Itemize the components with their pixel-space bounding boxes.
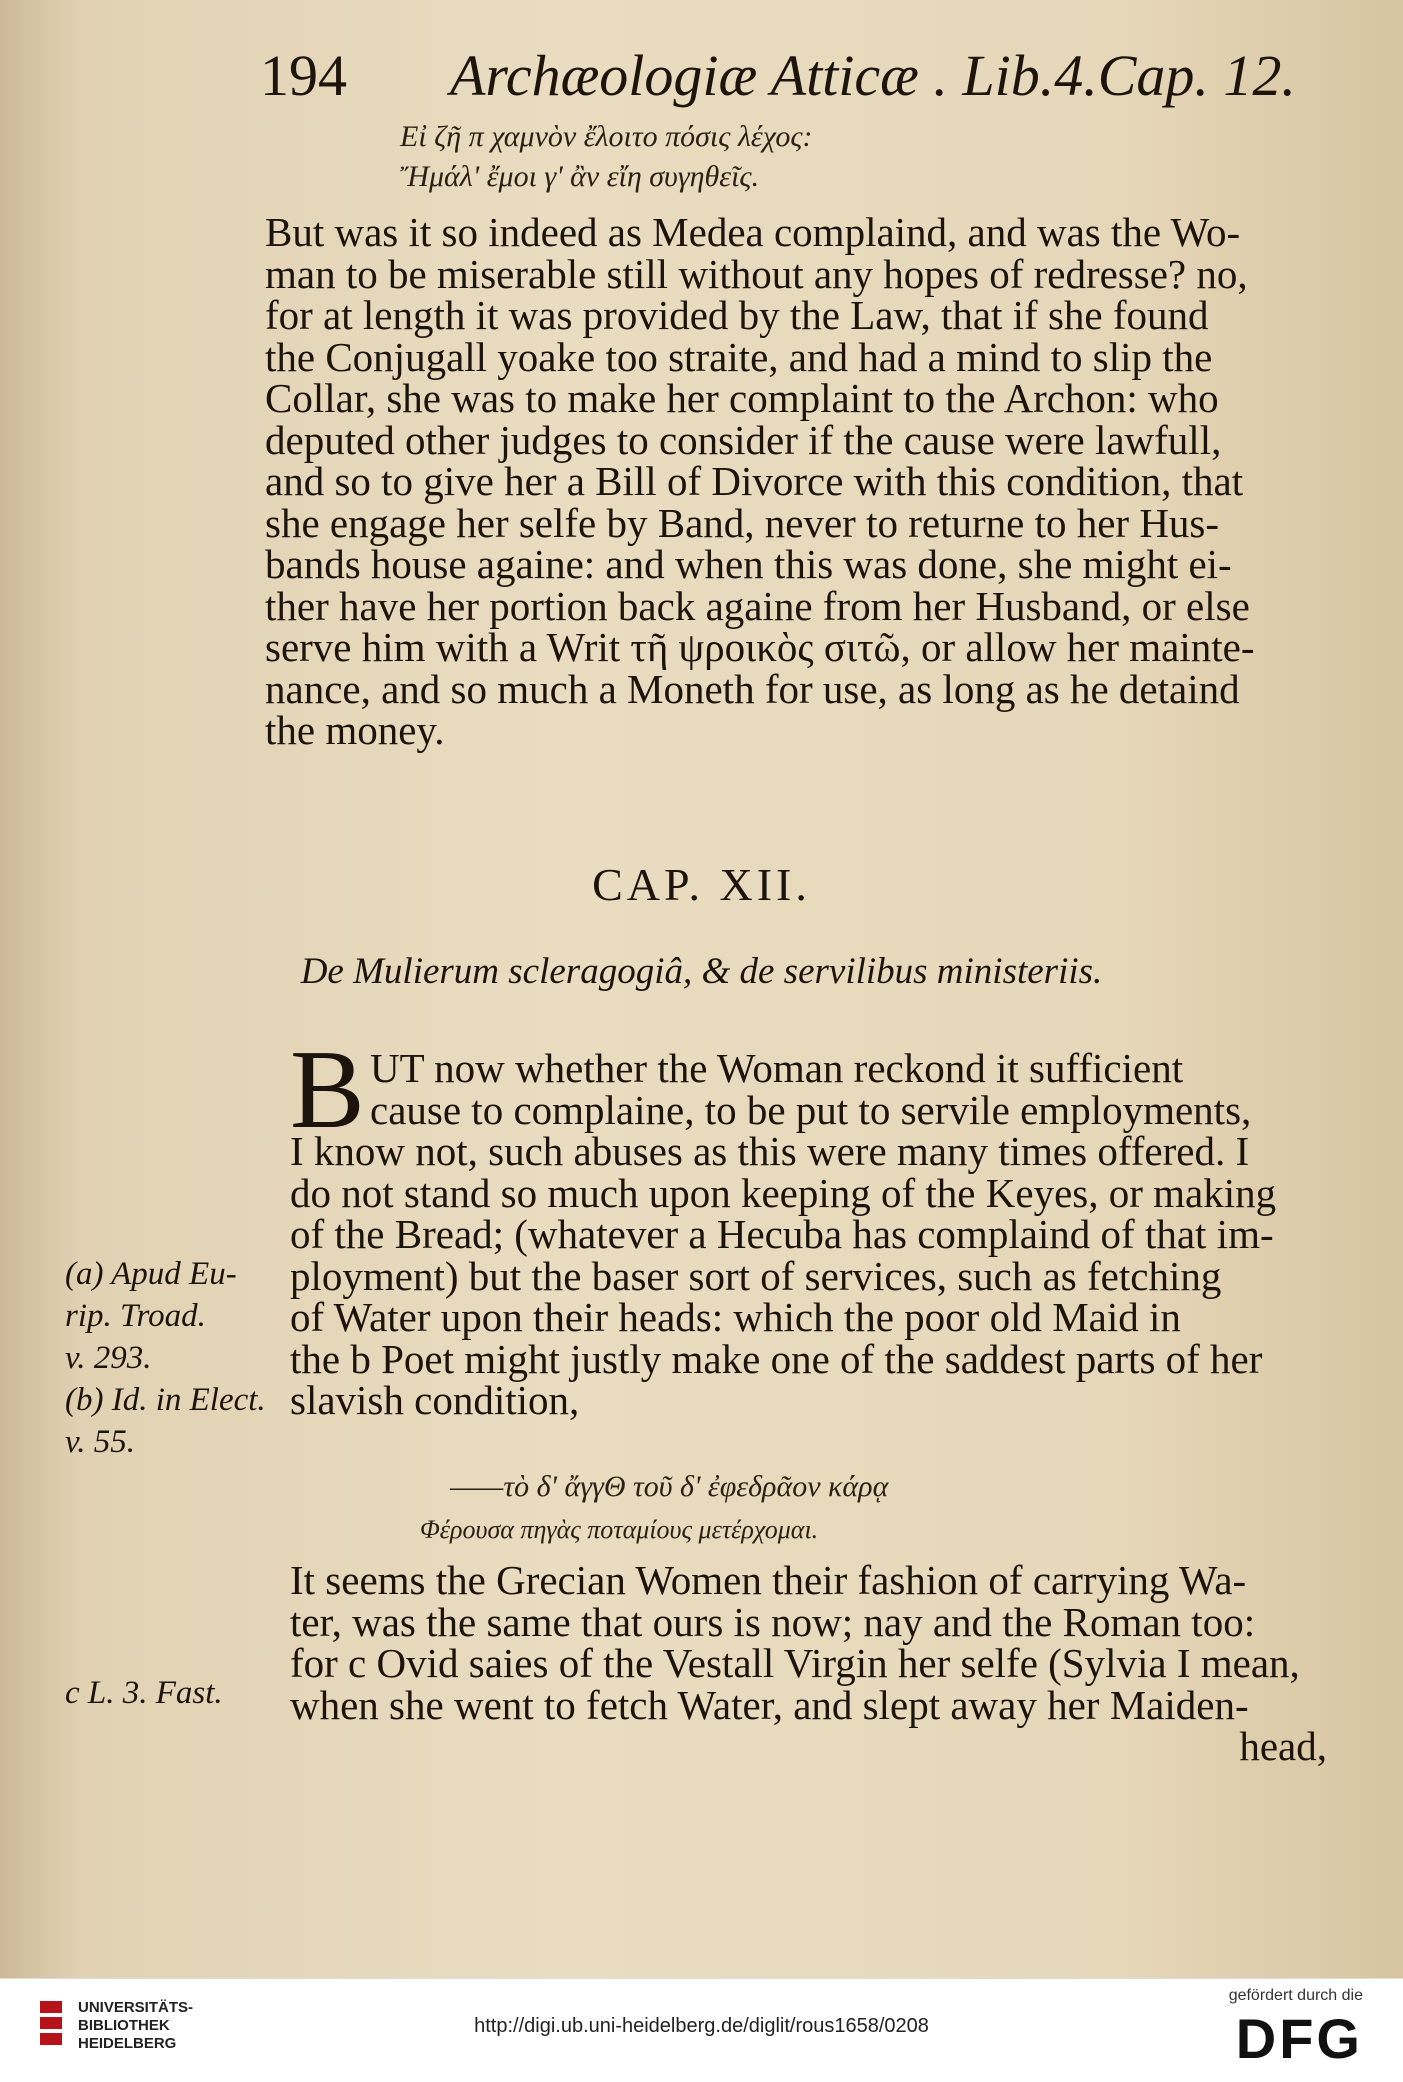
text-line: the Conjugall yoake too straite, and had a mind to slip the <box>265 333 1213 380</box>
text-line: head, <box>1239 1723 1327 1769</box>
text-line: ployment) but the baser sort of services, such as fetching <box>290 1252 1222 1299</box>
text-line: the money. <box>265 707 445 753</box>
chapter-subtitle: De Mulierum scleragogiâ, & de servilibus ministeriis. <box>300 951 1103 992</box>
running-header <box>260 42 1320 112</box>
paragraph-servile <box>290 1128 1327 1423</box>
paragraph-water <box>290 1557 1327 1769</box>
library-name-line: UNIVERSITÄTS- <box>78 1999 194 2016</box>
text-line: It seems the Grecian Women their fashion of carrying Wa- <box>290 1557 1247 1603</box>
text-line: cause to complaine, to be put to servile employments, <box>370 1086 1252 1133</box>
margin-note-a <box>65 1253 237 1379</box>
text-line: for c Ovid saies of the Vestall Virgin her selfe (Sylvia I mean, <box>290 1640 1300 1686</box>
running-title: Archæologiæ Atticæ . Lib.4.Cap. 12. <box>450 43 1296 108</box>
text-line: when she went to fetch Water, and slept away her Maiden- <box>290 1681 1249 1728</box>
text-line: slavish condition, <box>290 1377 580 1423</box>
text-line: of Water upon their heads: which the poor old Maid in <box>290 1294 1181 1340</box>
viewer-footer <box>0 1978 1403 2082</box>
margin-note-line: c L. 3. Fast. <box>65 1675 223 1711</box>
drop-cap: B <box>290 1028 365 1152</box>
text-line: of the Bread; (whatever a Hecuba has complaind of that im- <box>290 1211 1274 1257</box>
text-line: she engage her selfe by Band, never to returne to her Hus- <box>265 499 1220 546</box>
page-number: 194 <box>260 43 347 108</box>
chapter-title: CAP. XII. <box>592 859 811 910</box>
text-line: UT now whether the Woman reckond it sufficient <box>370 1045 1184 1091</box>
paragraph-servile-dropcap <box>370 1045 1327 1133</box>
margin-note-line: rip. Troad. <box>65 1298 206 1334</box>
text-line: But was it so indeed as Medea complaind, and was the Wo- <box>265 209 1241 255</box>
permalink-url[interactable]: http://digi.ub.uni-heidelberg.de/diglit/rous1658/0208 <box>474 2015 929 2037</box>
margin-note-line: (a) Apud Eu- <box>65 1256 237 1292</box>
greek-quote-line: ——τὸ δ' ἄγγΘ τοῦ δ' ἐφεδρᾶον κάρᾳ <box>450 1470 889 1503</box>
greek-quote-line: Ἤμάλ' ἔμοι γ' ἂν εἴη συγηθεῖς. <box>400 160 760 193</box>
library-name-line: HEIDELBERG <box>78 2035 177 2052</box>
text-line: for at length it was provided by the Law, that if she found <box>265 292 1209 338</box>
sponsor-label: gefördert durch die <box>1228 1987 1363 2004</box>
margin-note-line: v. 293. <box>65 1340 152 1376</box>
paragraph-divorce <box>265 209 1327 753</box>
text-line: nance, and so much a Moneth for use, as long as he detaind <box>265 665 1240 712</box>
text-line: Collar, she was to make her complaint to the Archon: who <box>265 375 1219 421</box>
text-line: man to be miserable still without any hopes of redresse? no, <box>265 250 1248 297</box>
greek-quote-line: Φέρουσα πηγὰς ποταμίους μετέρχομαι. <box>420 1515 819 1544</box>
dfg-logo: DFG <box>1235 2007 1363 2070</box>
margin-note-b <box>65 1379 266 1463</box>
greek-quote-line: Εἰ ζῆ π χαμνὸν ἔλοιτο πόσις λέχος: <box>400 120 813 153</box>
text-line: deputed other judges to consider if the cause were lawfull, <box>265 416 1222 463</box>
text-line: serve him with a Writ τῆ ψροικὸς σιτῶ, or allow her mainte- <box>265 624 1255 670</box>
text-line: ter, was the same that ours is now; nay and the Roman too: <box>290 1598 1256 1645</box>
text-line: ther have her portion back againe from her Husband, or else <box>265 582 1250 629</box>
text-line: and so to give her a Bill of Divorce with this condition, that <box>265 458 1244 504</box>
text-line: I know not, such abuses as this were many times offered. I <box>290 1128 1250 1174</box>
text-line: do not stand so much upon keeping of the Keyes, or making <box>290 1169 1277 1216</box>
margin-note-line: v. 55. <box>65 1424 135 1460</box>
margin-note-c <box>65 1672 223 1714</box>
text-line: bands house againe: and when this was done, she might ei- <box>265 541 1232 587</box>
text-line: the b Poet might justly make one of the saddest parts of her <box>290 1335 1263 1382</box>
margin-note-line: (b) Id. in Elect. <box>65 1382 266 1418</box>
library-name-line: BIBLIOTHEK <box>78 2017 170 2034</box>
